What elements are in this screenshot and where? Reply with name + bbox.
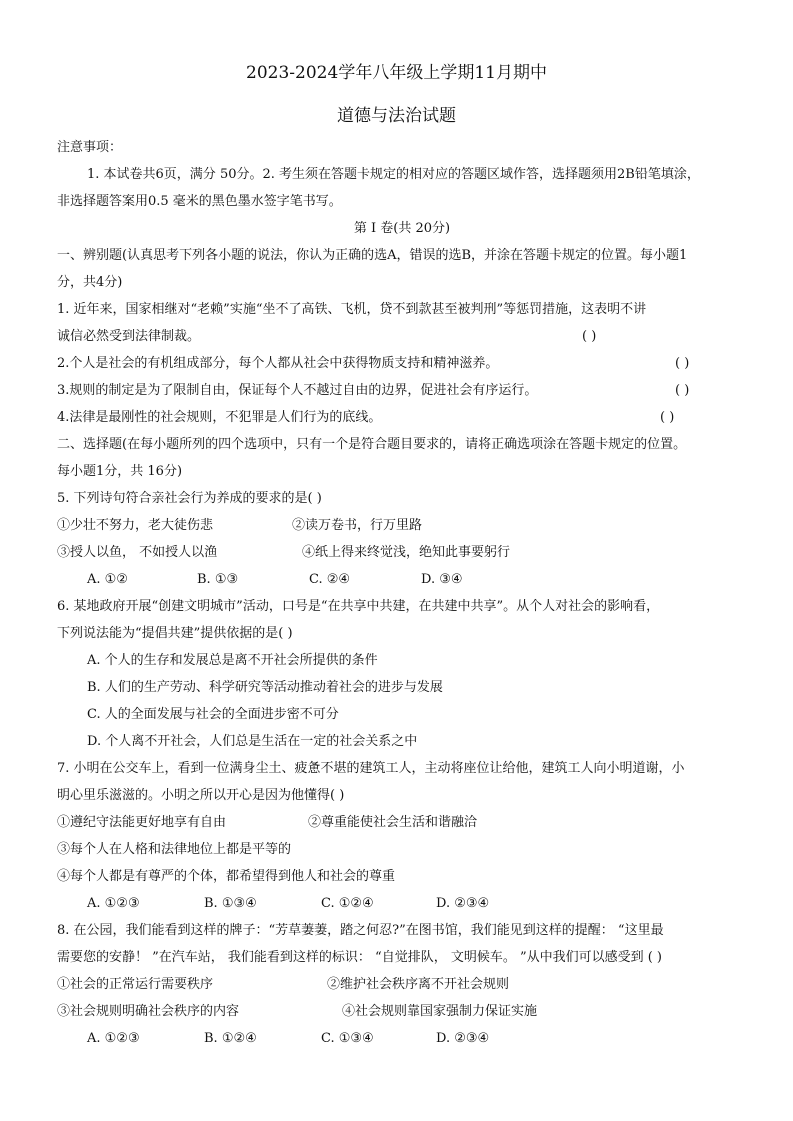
- q4-answer-blank: ( ): [660, 410, 675, 425]
- q7-statement-4: ④每个人都是有尊严的个体，都希望得到他人和社会的尊重: [57, 869, 396, 884]
- q8-stem-2: 需要您的安静！ ”在汽车站， 我们能看到这样的标识： “自觉排队， 文明候车。 ”从中我们可以感受到 ( ): [57, 950, 663, 965]
- q5-option-d: D. ③④: [421, 572, 463, 587]
- q8-options: [57, 1025, 747, 1052]
- q4-line: [57, 404, 747, 431]
- q8-statement-4: ④社会规则靠国家强制力保证实施: [342, 1004, 538, 1019]
- q3-text: 3.规则的制定是为了限制自由，保证每个人不越过自由的边界，促进社会有序运行。: [57, 383, 538, 398]
- q1-text: 诚信必然受到法律制裁。: [57, 329, 201, 344]
- q5-statements-row-1: [57, 512, 747, 539]
- q6-option-c: C. 人的全面发展与社会的全面进步密不可分: [87, 707, 339, 722]
- notice-label: 注意事项：: [57, 140, 123, 155]
- q7-statements-row-1: [57, 809, 747, 836]
- exam-subtitle: 道德与法治试题: [337, 106, 456, 126]
- q8-statement-1: ①社会的正常运行需要秩序: [57, 977, 214, 992]
- q5-option-c: C. ②④: [309, 572, 351, 587]
- q6-option-d: D. 个人离不开社会，人们总是生活在一定的社会关系之中: [87, 734, 418, 749]
- q5-options: [57, 566, 747, 593]
- part1-title: 第 Ⅰ 卷(共 20分): [353, 221, 451, 236]
- section2-heading-2: 每小题1分，共 16分): [57, 464, 183, 479]
- q5-statements-row-2: [57, 539, 747, 566]
- q7-stem-2: 明心里乐滋滋的。小明之所以开心是因为他懂得( ): [57, 788, 345, 803]
- q5-statement-1: ①少壮不努力，老大徒伤悲: [57, 518, 214, 533]
- exam-content: [57, 134, 747, 1052]
- q5-stem: 5. 下列诗句符合亲社会行为养成的要求的是( ): [57, 491, 322, 506]
- q7-statement-2: ②尊重能使社会生活和谐融洽: [308, 815, 478, 830]
- q2-answer-blank: ( ): [675, 356, 690, 371]
- q6-option-b: B. 人们的生产劳动、科学研究等活动推动着社会的进步与发展: [87, 680, 443, 695]
- q3-line: [57, 377, 747, 404]
- q1-line-2: [57, 323, 747, 350]
- exam-title: 2023-2024学年八年级上学期11月期中: [246, 63, 547, 83]
- q8-statement-2: ②维护社会秩序离不开社会规则: [327, 977, 510, 992]
- section1-heading-1: 一、辨别题(认真思考下列各小题的说法，你认为正确的选A，错误的选B，并涂在答题卡规定的位置。每小题1: [57, 248, 688, 263]
- notice-line-2: 非选择题答案用0.5 毫米的黑色墨水签字笔书写。: [57, 194, 342, 209]
- q8-option-b: B. ①②④: [204, 1031, 257, 1046]
- q8-statements-row-1: [57, 971, 747, 998]
- q6-option-a: A. 个人的生存和发展总是离不开社会所提供的条件: [87, 653, 378, 668]
- q1-answer-blank: ( ): [582, 329, 597, 344]
- q2-text: 2.个人是社会的有机组成部分，每个人都从社会中获得物质支持和精神滋养。: [57, 356, 499, 371]
- q7-stem-1: 7. 小明在公交车上，看到一位满身尘土、疲惫不堪的建筑工人，主动将座位让给他，建筑工人向小明道谢，小: [57, 761, 685, 776]
- q6-stem-2: 下列说法能为“提倡共建”提供依据的是( ): [57, 626, 293, 641]
- q8-option-c: C. ①③④: [321, 1031, 374, 1046]
- section2-heading-1: 二、选择题(在每小题所列的四个选项中，只有一个是符合题目要求的，请将正确选项涂在答题卡规定的位置。: [57, 437, 687, 452]
- q5-option-b: B. ①③: [197, 572, 239, 587]
- notice-line-1: 1. 本试卷共6页，满分 50分。2. 考生须在答题卡规定的相对应的答题区域作答，选择题须用2B铅笔填涂，: [87, 167, 700, 182]
- q7-options: [57, 890, 747, 917]
- q1-line-1: 1. 近年来，国家相继对“老赖”实施“坐不了高铁、飞机，贷不到款甚至被判刑”等惩罚措施，这表明不讲: [57, 302, 647, 317]
- q4-text: 4.法律是最刚性的社会规则，不犯罪是人们行为的底线。: [57, 410, 382, 425]
- q6-stem-1: 6. 某地政府开展“创建文明城市”活动，口号是“在共享中共建，在共建中共享”。从个人对社会的影响看，: [57, 599, 660, 614]
- q7-option-d: D. ②③④: [436, 896, 490, 911]
- q8-statement-3: ③社会规则明确社会秩序的内容: [57, 1004, 240, 1019]
- q5-statement-3: ③授人以鱼， 不如授人以渔: [57, 545, 218, 560]
- q7-option-a: A. ①②③: [87, 896, 140, 911]
- q5-statement-2: ②读万卷书，行万里路: [292, 518, 423, 533]
- q8-option-d: D. ②③④: [436, 1031, 490, 1046]
- q8-stem-1: 8. 在公园，我们能看到这样的牌子：“芳草萋萋，踏之何忍?”在图书馆，我们能见到这样的提醒： “这里最: [57, 923, 664, 938]
- q7-option-b: B. ①③④: [204, 896, 257, 911]
- q7-statement-3: ③每个人在人格和法律地位上都是平等的: [57, 842, 292, 857]
- q5-statement-4: ④纸上得来终觉浅，绝知此事要躬行: [302, 545, 511, 560]
- q7-option-c: C. ①②④: [321, 896, 374, 911]
- q2-line: [57, 350, 747, 377]
- q3-answer-blank: ( ): [675, 383, 690, 398]
- q7-statement-1: ①遵纪守法能更好地享有自由: [57, 815, 227, 830]
- q8-option-a: A. ①②③: [87, 1031, 140, 1046]
- q5-option-a: A. ①②: [87, 572, 128, 587]
- q8-statements-row-2: [57, 998, 747, 1025]
- section1-heading-2: 分，共4分): [57, 275, 123, 290]
